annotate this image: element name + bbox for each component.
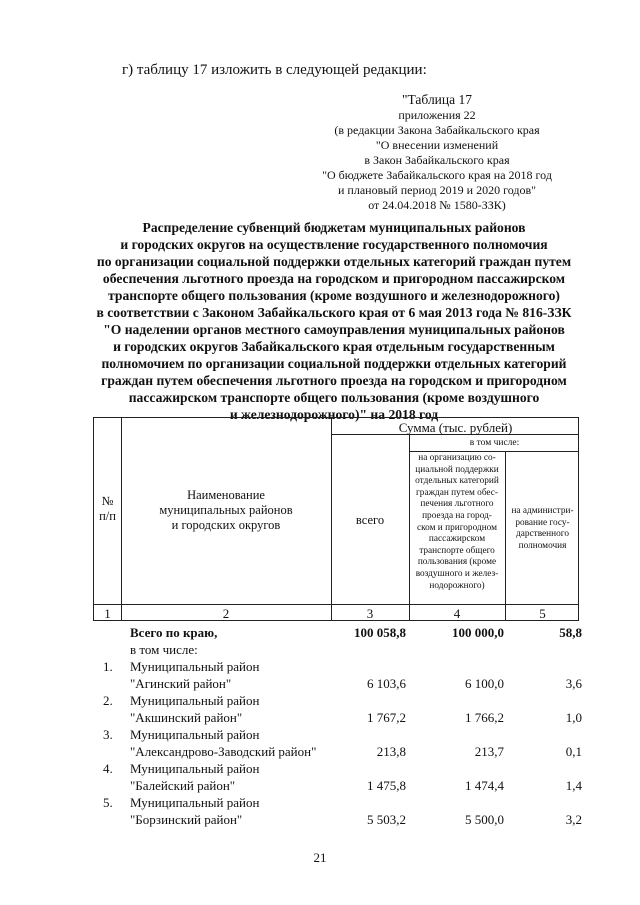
- total-row-label: Всего по краю,: [130, 625, 218, 640]
- header-num-line: №: [101, 494, 114, 508]
- row-c4: 1 474,4: [465, 778, 504, 793]
- header-col4-line: проезда на город-: [422, 510, 492, 521]
- title-line: и городских округов Забайкальского края отдельным государственным: [113, 339, 555, 354]
- header-col4-line: воздушного и желез-: [415, 568, 499, 579]
- column-number: 2: [222, 606, 230, 621]
- title-line: Распределение субвенций бюджетам муниципальных районов: [142, 220, 526, 235]
- appendix-line: "Таблица 17: [402, 92, 472, 107]
- header-col4-line: граждан путем обес-: [415, 487, 499, 498]
- row-total: 1 475,8: [367, 778, 406, 793]
- header-col4: [409, 453, 505, 592]
- row-number: 5.: [103, 795, 113, 810]
- row-c4: 6 100,0: [465, 676, 504, 691]
- appendix-line: приложения 22: [398, 108, 476, 122]
- including-label: в том числе:: [130, 642, 198, 657]
- header-col4-line: транспорте общего: [419, 545, 495, 556]
- header-col5-line: рование госу-: [515, 517, 570, 528]
- header-name-line: Наименование: [187, 488, 265, 502]
- row-number: 1.: [103, 659, 113, 674]
- intro-text: г) таблицу 17 изложить в следующей редакции:: [122, 62, 427, 78]
- header-col4-line: отдельных категорий: [415, 476, 499, 487]
- title-line: пассажирском транспорте общего пользования (кроме воздушного: [128, 390, 540, 405]
- row-c4: 5 500,0: [465, 812, 504, 827]
- appendix-line: "О бюджете Забайкальского края на 2018 год: [322, 168, 552, 182]
- row-total: 5 503,2: [367, 812, 406, 827]
- column-number: 1: [104, 606, 111, 621]
- row-name-line2: "Александрово-Заводский район": [130, 744, 317, 759]
- appendix-reference: [292, 92, 582, 213]
- total-row-c4: 100 000,0: [452, 625, 504, 640]
- row-number: 4.: [103, 761, 113, 776]
- appendix-line: и плановый период 2019 и 2020 годов": [337, 183, 537, 197]
- row-c5: 0,1: [565, 744, 582, 759]
- row-number: 2.: [103, 693, 113, 708]
- row-divider: [94, 604, 578, 605]
- appendix-line: (в редакции Закона Забайкальского края: [334, 123, 540, 137]
- column-number: 5: [539, 606, 546, 621]
- table-title: [60, 219, 608, 423]
- header-col4-line: ском и пригородном: [416, 522, 498, 533]
- row-name-line1: Муниципальный район: [130, 693, 260, 708]
- row-c4: 1 766,2: [465, 710, 504, 725]
- row-name-line2: "Балейский район": [130, 778, 236, 793]
- header-col4-line: пассажирском: [428, 534, 486, 545]
- title-line: обеспечения льготного проезда на городском и пригородном пассажирском: [102, 271, 566, 286]
- table-header: [93, 417, 579, 621]
- row-name-line1: Муниципальный район: [130, 761, 260, 776]
- header-sum: Сумма (тыс. рублей): [398, 420, 513, 435]
- header-col5-line: на администри-: [511, 506, 574, 516]
- title-line: и городских округов на осуществление государственного полномочия: [120, 237, 548, 252]
- header-including: в том числе:: [469, 438, 520, 448]
- row-name-line2: "Борзинский район": [130, 812, 243, 827]
- header-col4-line: печения льготного: [420, 499, 494, 510]
- header-num: [94, 494, 121, 524]
- header-col4-line: пользования (кроме: [417, 557, 497, 568]
- appendix-line: "О внесении изменений: [375, 138, 499, 152]
- row-total: 213,8: [376, 744, 406, 759]
- total-row-total: 100 058,8: [354, 625, 406, 640]
- title-line: полномочием по организации социальной поддержки отдельных категорий: [101, 356, 567, 371]
- title-line: граждан путем обеспечения льготного проезда на городском и пригородном: [101, 373, 567, 388]
- title-line: транспорте общего пользования (кроме воздушного и железнодорожного): [108, 288, 560, 303]
- header-col4-line: на организацию со-: [418, 453, 496, 463]
- header-total: всего: [355, 513, 385, 527]
- header-num-line: п/п: [99, 509, 116, 523]
- title-line: по организации социальной поддержки отдельных категорий граждан путем: [96, 254, 572, 269]
- row-name-line2: "Акшинский район": [130, 710, 243, 725]
- column-number: 4: [453, 606, 461, 621]
- row-c5: 3,2: [565, 812, 582, 827]
- row-number: 3.: [103, 727, 113, 742]
- row-c5: 1,0: [565, 710, 582, 725]
- row-name-line1: Муниципальный район: [130, 727, 260, 742]
- row-c5: 3,6: [565, 676, 582, 691]
- row-name-line2: "Агинский район": [130, 676, 232, 691]
- header-name-line: муниципальных районов: [159, 503, 293, 517]
- appendix-line: от 24.04.2018 № 1580-ЗЗК): [368, 198, 506, 212]
- row-name-line1: Муниципальный район: [130, 795, 260, 810]
- page-number: 21: [313, 850, 327, 865]
- row-c4: 213,7: [474, 744, 504, 759]
- row-c5: 1,4: [565, 778, 582, 793]
- header-col5-line: дарственного: [516, 529, 569, 540]
- header-name-line: и городских округов: [171, 518, 281, 532]
- title-line: в соответствии с Законом Забайкальского края от 6 мая 2013 года № 816-ЗЗК: [96, 305, 572, 320]
- row-name-line1: Муниципальный район: [130, 659, 260, 674]
- total-row-c5: 58,8: [559, 625, 582, 640]
- header-col5-line: полномочия: [518, 540, 567, 551]
- header-col4-line: циальной поддержки: [415, 464, 499, 475]
- column-number: 3: [366, 606, 374, 621]
- header-col4-line: нодорожного): [429, 580, 485, 591]
- appendix-line: в Закон Забайкальского края: [364, 153, 510, 167]
- header-col5: [505, 506, 580, 552]
- row-total: 1 767,2: [367, 710, 406, 725]
- row-divider: [409, 451, 578, 452]
- title-line: "О наделении органов местного самоуправления муниципальных районов: [103, 322, 565, 337]
- row-total: 6 103,6: [367, 676, 406, 691]
- header-name: [121, 488, 331, 533]
- title-line: и железнодорожного)" на 2018 год: [229, 407, 439, 422]
